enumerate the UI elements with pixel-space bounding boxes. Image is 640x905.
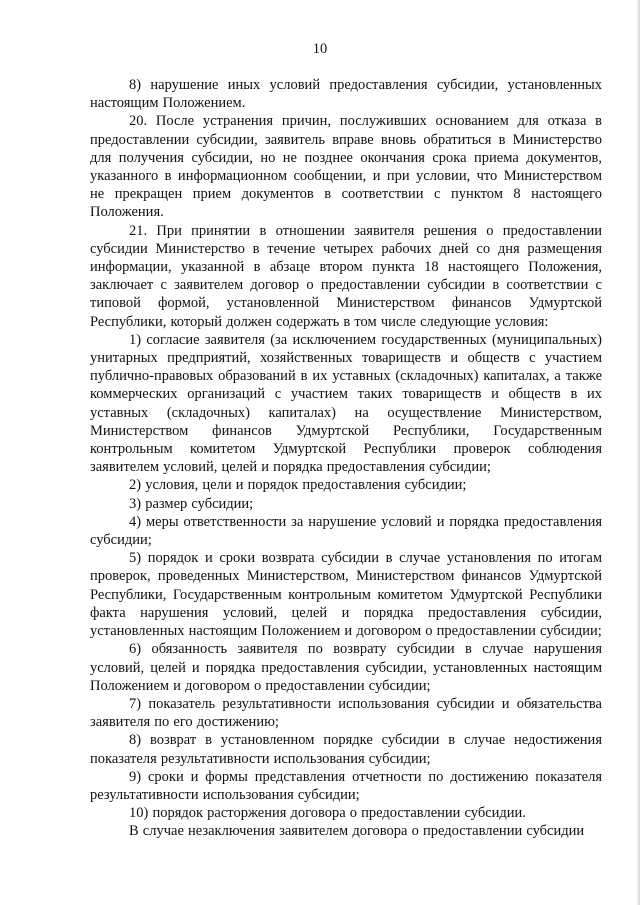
paragraph-condition-10: 10) порядок расторжения договора о предоставлении субсидии.	[129, 805, 526, 822]
paragraph-non-conclusion: В случае незаключения заявителем договора о предоставлении субсидии	[129, 823, 585, 840]
paragraph-condition-1: 1) согласие заявителя (за исключением государственных (муниципальных) унитарных предприятий, хозяйственных товариществ и обществ с участием публично-правовых образований в их уставных (складочных) капиталах, а также коммерческих организаций с участием таких товариществ и обществ в их уставных (складочных) капиталах) на осуществление Министерством, Министерством финансов Удмуртской Республики, Государственным контрольным комитетом Удмуртской Республики проверок соблюдения заявителем условий, целей и порядка предоставления субсидии;	[90, 331, 602, 476]
paragraph-condition-9: 9) сроки и формы представления отчетности по достижению показателя результативности использования субсидии;	[90, 768, 602, 803]
paragraph-condition-5: 5) порядок и сроки возврата субсидии в случае установления по итогам проверок, проведенных Министерством, Министерством финансов Удмуртской Республики, Государственным контрольным комитетом Удмуртской Республики факта нарушения условий, целей и порядка предоставления субсидии, установленных настоящим Положением и договором о предоставлении субсидии;	[90, 550, 602, 640]
page-number: 10	[312, 41, 328, 57]
paragraph-condition-3: 3) размер субсидии;	[129, 495, 254, 512]
paragraph-point-21: 21. При принятии в отношении заявителя решения о предоставлении субсидии Министерство в течение четырех рабочих дней со дня размещения информации, указанной в абзаце втором пункта 18 настоящего Положения, заключает с заявителем договор о предоставлении субсидии в соответствии с типовой формой, установленной Министерством финансов Удмуртской Республики, который должен содержать в том числе следующие условия:	[90, 222, 602, 330]
document-body	[90, 76, 602, 841]
paragraph-point-20: 20. После устранения причин, послуживших основанием для отказа в предоставлении субсидии, заявитель вправе вновь обратиться в Министерство для получения субсидии, но не позднее окончания срока приема документов, указанного в информационном сообщении, и при условии, что Министерством не прекращен прием документов в соответствии с пунктом 8 настоящего Положения.	[90, 113, 602, 221]
paragraph-item-8-violation: 8) нарушение иных условий предоставления субсидии, установленных настоящим Положением.	[90, 77, 602, 112]
paragraph-condition-7: 7) показатель результативности использования субсидии и обязательства заявителя по его достижению;	[90, 695, 602, 731]
paragraph-condition-8: 8) возврат в установленном порядке субсидии в случае недостижения показателя результативности использования субсидии;	[90, 732, 602, 767]
paragraph-condition-2: 2) условия, цели и порядок предоставления субсидии;	[129, 477, 467, 494]
paragraph-condition-6: 6) обязанность заявителя по возврату субсидии в случае нарушения условий, целей и порядка предоставления субсидии, установленных настоящим Положением и договором о предоставлении субсидии;	[90, 641, 602, 694]
paragraph-condition-4: 4) меры ответственности за нарушение условий и порядка предоставления субсидии;	[90, 513, 602, 549]
